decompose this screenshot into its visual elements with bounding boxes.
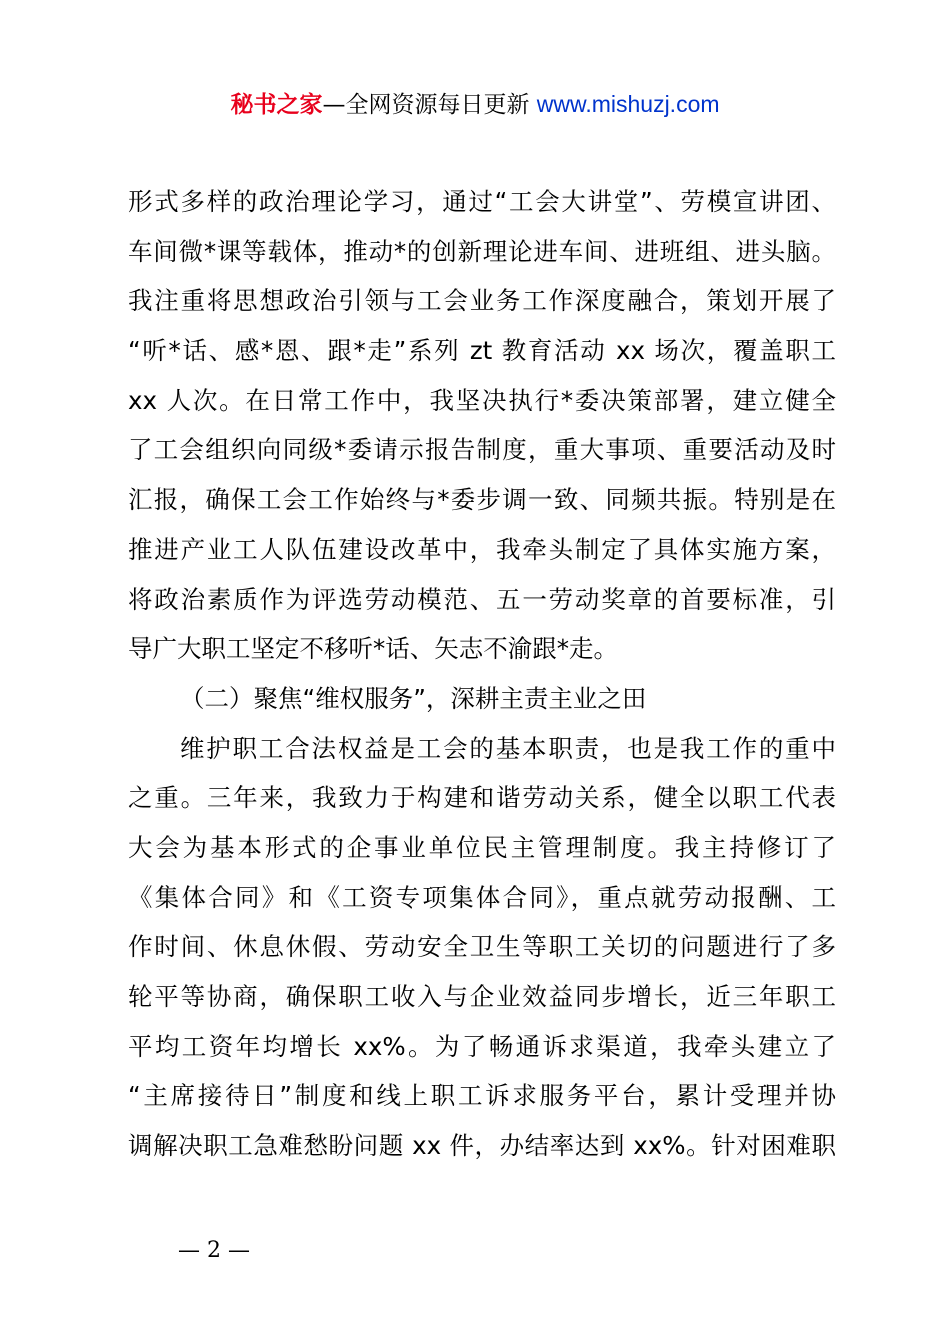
text-line: 调解决职工急难愁盼问题 xx 件，办结率达到 xx%。针对困难职 — [128, 1131, 836, 1161]
text-line: 形式多样的政治理论学习，通过“工会大讲堂”、劳模宣讲团、 — [128, 187, 836, 216]
text-line: 车间微*课等载体，推动*的创新理论进车间、进班组、进头脑。 — [128, 236, 836, 266]
text-line: xx 人次。在日常工作中，我坚决执行*委决策部署，建立健全 — [128, 385, 836, 415]
text-line: 将政治素质作为评选劳动模范、五一劳动奖章的首要标准，引 — [128, 584, 836, 614]
text-line: “听*话、感*恩、跟*走”系列 zt 教育活动 xx 场次，覆盖职工 — [128, 336, 836, 366]
banner-slogan: —全网资源每日更新 — [322, 92, 530, 118]
text-line: 汇报，确保工会工作始终与*委步调一致、同频共振。特别是在 — [128, 485, 836, 515]
document-body — [128, 182, 836, 1176]
text-line: 轮平等协商，确保职工收入与企业效益同步增长，近三年职工 — [128, 982, 836, 1011]
site-banner — [0, 86, 950, 123]
text-line: 我注重将思想政治引领与工会业务工作深度融合，策划开展了 — [128, 286, 836, 316]
text-line: 作时间、休息休假、劳动安全卫生等职工关切的问题进行了多 — [128, 932, 836, 962]
text-line: 《集体合同》和《工资专项集体合同》，重点就劳动报酬、工 — [128, 882, 836, 912]
text-line: 大会为基本形式的企事业单位民主管理制度。我主持修订了 — [128, 832, 836, 862]
text-line: 之重。三年来，我致力于构建和谐劳动关系，健全以职工代表 — [128, 783, 836, 813]
text-line: 维护职工合法权益是工会的基本职责，也是我工作的重中 — [180, 733, 836, 763]
page-number: — 2 — — [178, 1238, 250, 1263]
text-line: 了工会组织向同级*委请示报告制度，重大事项、重要活动及时 — [128, 435, 836, 465]
text-line: 推进产业工人队伍建设改革中，我牵头制定了具体实施方案， — [128, 534, 836, 564]
text-line: 导广大职工坚定不移听*话、矢志不渝跟*走。 — [128, 634, 618, 664]
text-line: “主席接待日”制度和线上职工诉求服务平台，累计受理并协 — [128, 1081, 836, 1111]
text-line: 平均工资年均增长 xx%。为了畅通诉求渠道，我牵头建立了 — [128, 1031, 836, 1061]
site-url[interactable]: www.mishuzj.com — [536, 91, 720, 117]
brand-name: 秘书之家 — [230, 92, 323, 118]
section-heading: （二）聚焦“维权服务”，深耕主责主业之田 — [180, 683, 647, 713]
